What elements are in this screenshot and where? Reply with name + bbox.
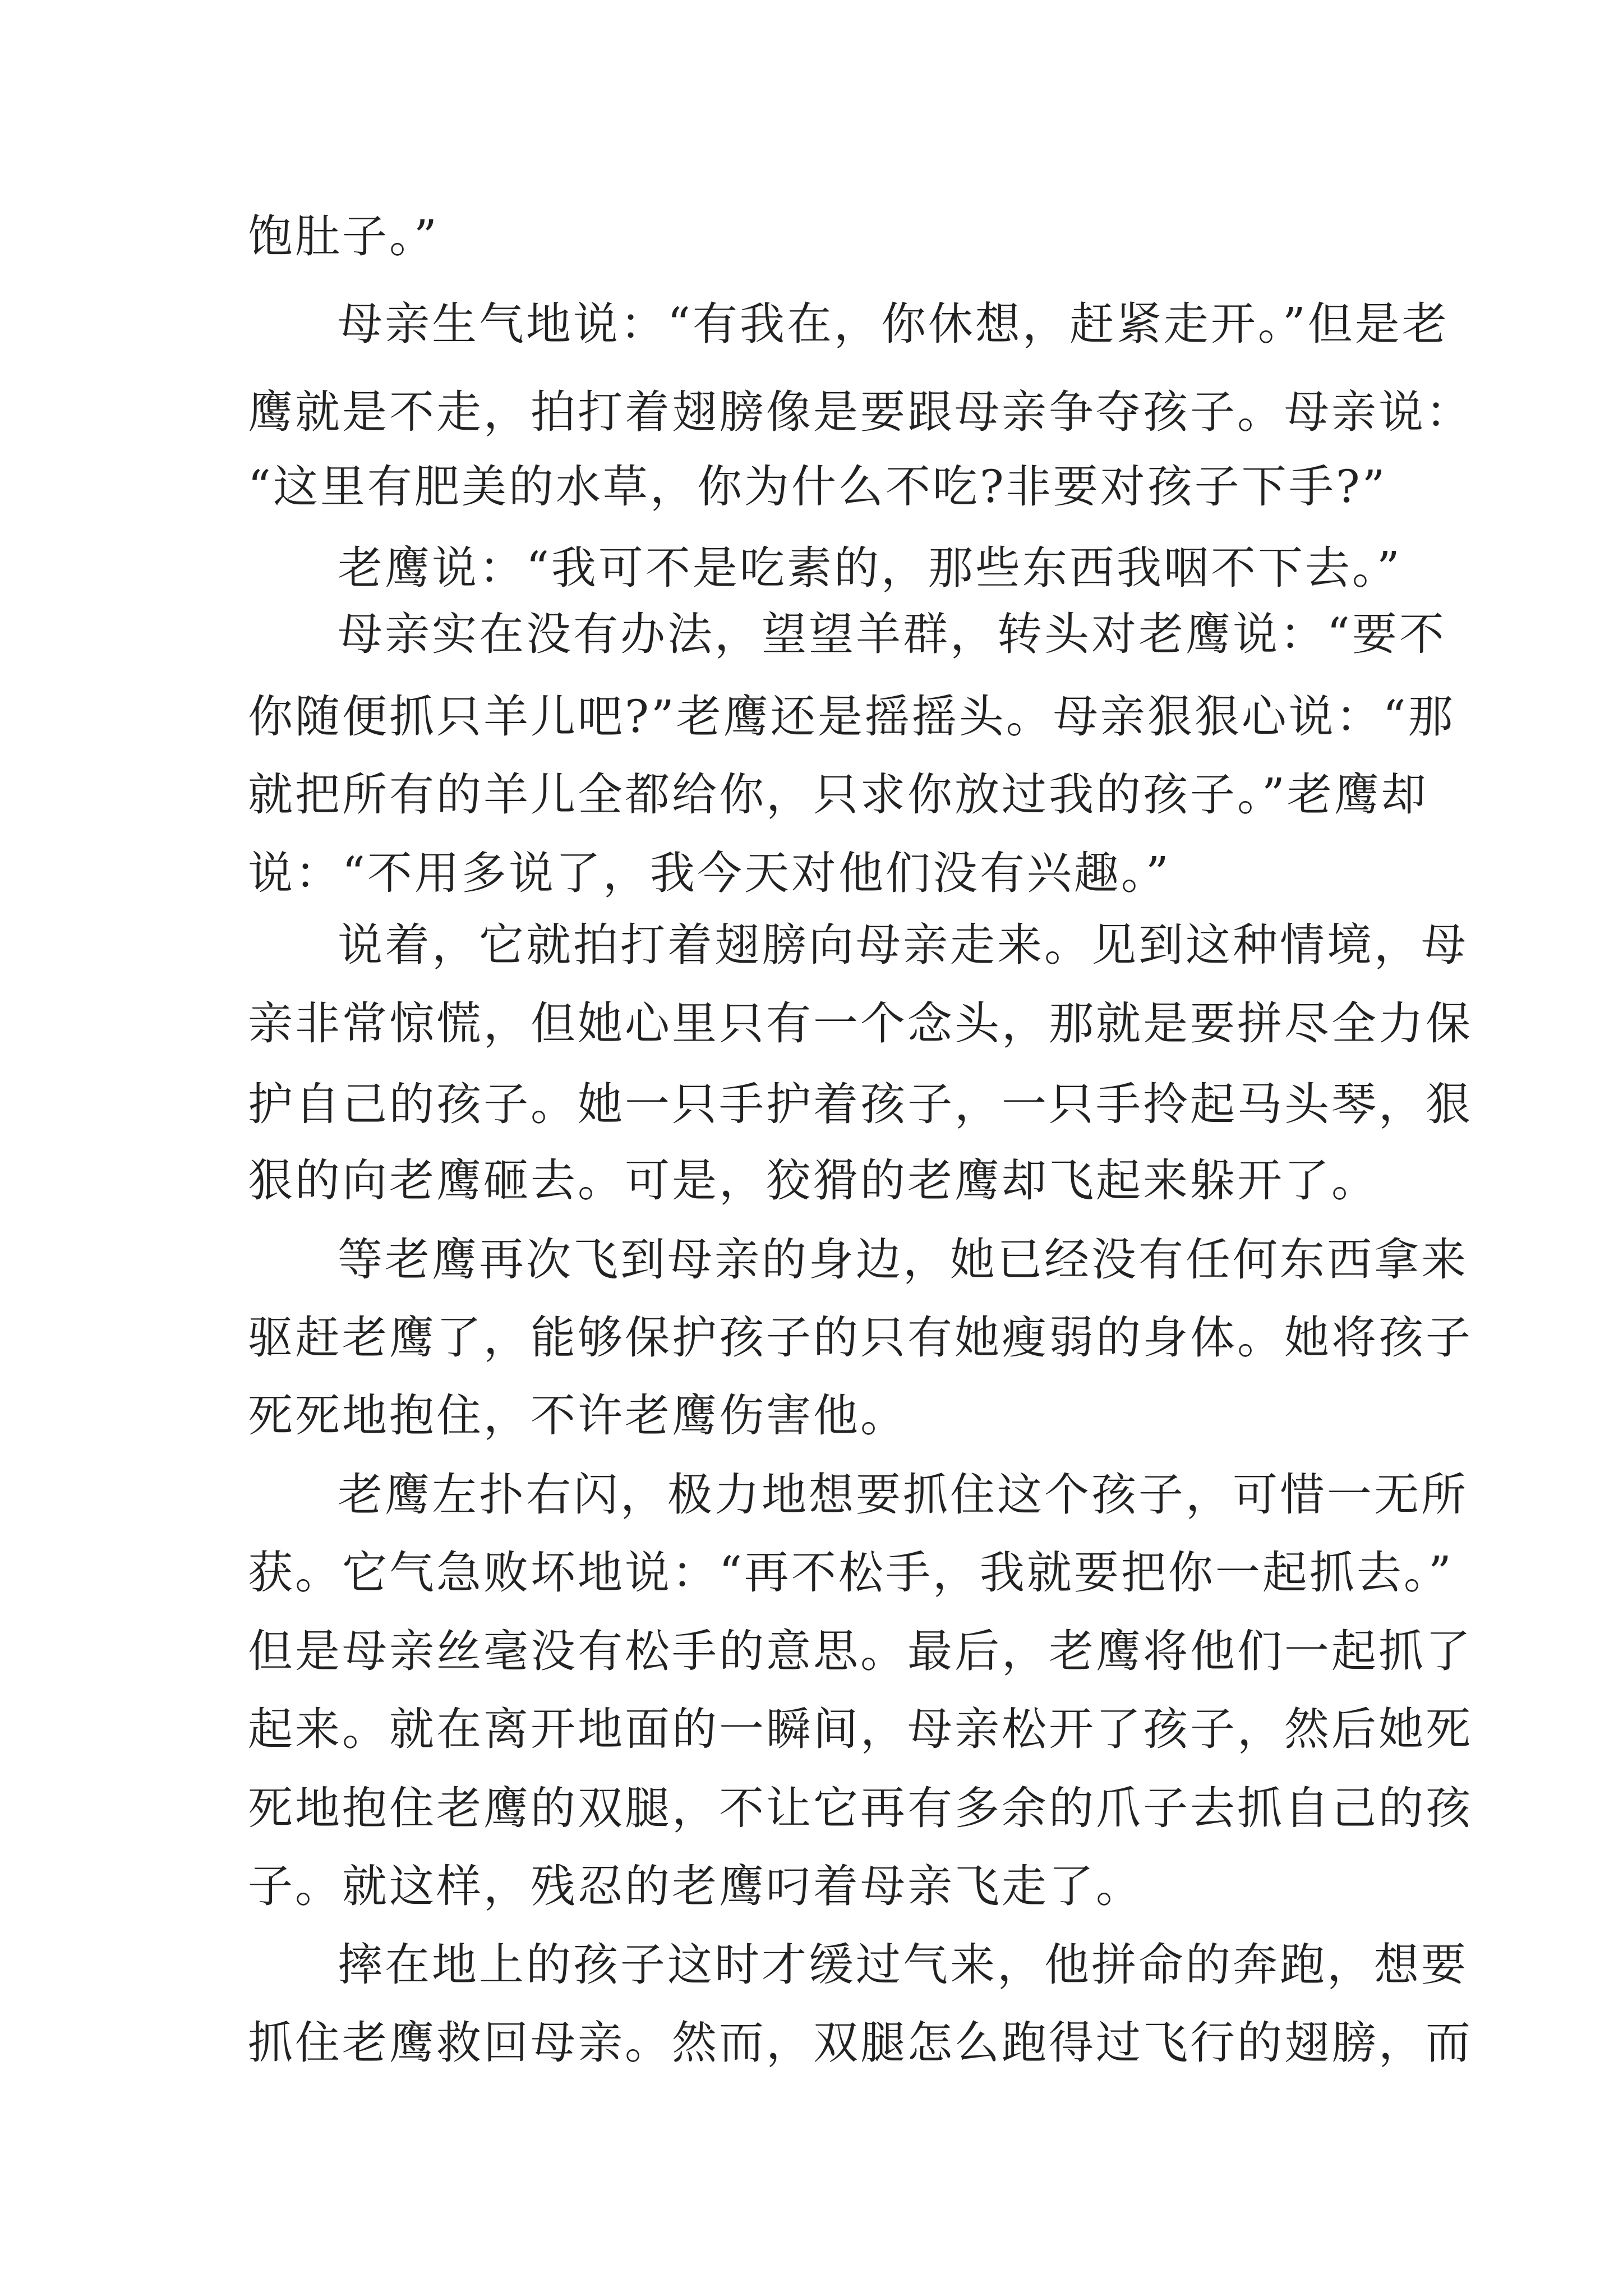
- text-line: 子。就这样，残忍的老鹰叼着母亲飞走了。: [248, 1860, 1143, 1912]
- text-line: 起来。就在离开地面的一瞬间，母亲松开了孩子，然后她死: [248, 1703, 1473, 1755]
- text-line: 鹰就是不走，拍打着翅膀像是要跟母亲争夺孩子。母亲说：: [248, 386, 1473, 438]
- text-line: 抓住老鹰救回母亲。然而，双腿怎么跑得过飞行的翅膀，而: [248, 2017, 1473, 2069]
- text-line: 获。它气急败坏地说：“再不松手，我就要把你一起抓去。”: [248, 1547, 1454, 1599]
- text-line: “这里有肥美的水草，你为什么不吃?非要对孩子下手?”: [248, 461, 1387, 513]
- text-line: 死死地抱住，不许老鹰伤害他。: [248, 1389, 907, 1442]
- text-line: 但是母亲丝毫没有松手的意思。最后，老鹰将他们一起抓了: [248, 1625, 1473, 1677]
- text-line: 你随便抓只羊儿吧?”老鹰还是摇摇头。母亲狠狠心说：“那: [248, 691, 1455, 743]
- text-line: 母亲实在没有办法，望望羊群，转头对老鹰说：“要不: [338, 608, 1446, 660]
- text-line: 说：“不用多说了，我今天对他们没有兴趣。”: [248, 847, 1171, 899]
- text-line: 摔在地上的孩子这时才缓过气来，他拼命的奔跑，想要: [338, 1939, 1468, 1991]
- text-line: 驱赶老鹰了，能够保护孩子的只有她瘦弱的身体。她将孩子: [248, 1312, 1473, 1364]
- text-line: 就把所有的羊儿全都给你，只求你放过我的孩子。”老鹰却: [248, 769, 1428, 821]
- text-line: 说着，它就拍打着翅膀向母亲走来。见到这种情境，母: [338, 919, 1468, 971]
- text-line: 死地抱住老鹰的双腿，不让它再有多余的爪子去抓自己的孩: [248, 1782, 1473, 1834]
- text-line: 老鹰左扑右闪，极力地想要抓住这个孩子，可惜一无所: [338, 1469, 1468, 1521]
- text-line: 饱肚子。”: [248, 210, 439, 263]
- text-line: 等老鹰再次飞到母亲的身边，她已经没有任何东西拿来: [338, 1234, 1468, 1286]
- text-line: 狠的向老鹰砸去。可是，狡猾的老鹰却飞起来躲开了。: [248, 1154, 1378, 1207]
- text-line: 护自己的孩子。她一只手护着孩子，一只手拎起马头琴，狠: [248, 1078, 1473, 1130]
- text-line: 老鹰说：“我可不是吃素的，那些东西我咽不下去。”: [338, 542, 1402, 594]
- text-line: 亲非常惊慌，但她心里只有一个念头，那就是要拼尽全力保: [248, 997, 1473, 1050]
- text-line: 母亲生气地说：“有我在，你休想，赶紧走开。”但是老: [338, 298, 1449, 350]
